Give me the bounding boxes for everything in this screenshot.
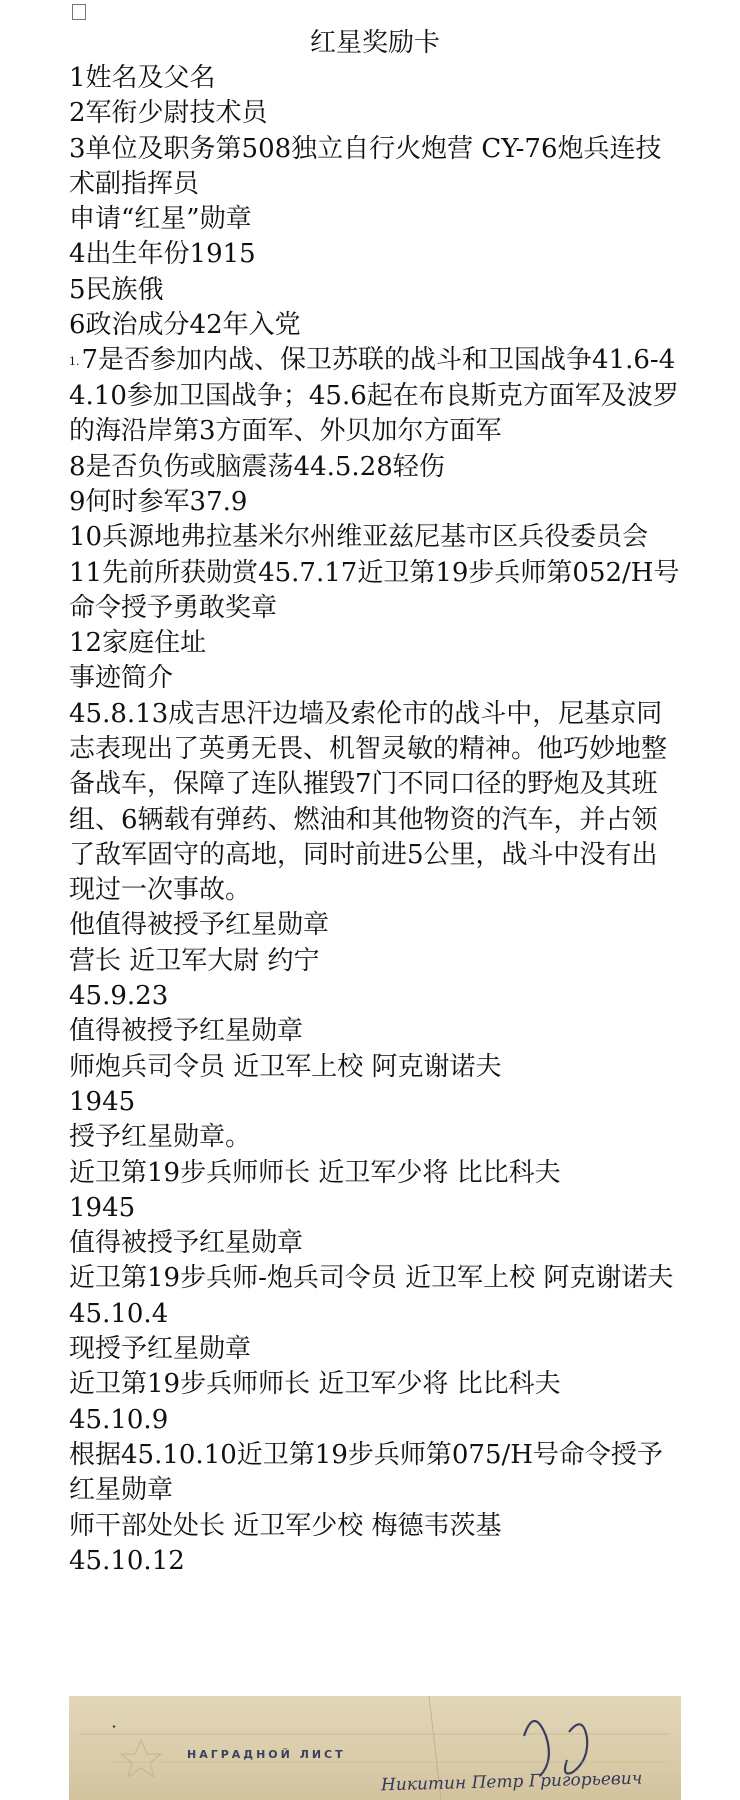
text-line-33: 45.10.12	[69, 1545, 185, 1576]
text-line-19: 值得被授予红星勋章	[69, 1016, 304, 1047]
text-line-7: 6政治成分42年入党	[69, 310, 301, 341]
text-line-27: 45.10.4	[69, 1298, 169, 1329]
text-line-13: 12家庭住址	[69, 628, 207, 659]
text-line-6: 5民族俄	[69, 274, 164, 305]
text-line-30: 45.10.9	[69, 1404, 169, 1435]
text-line-8	[69, 343, 681, 449]
text-line-32: 师干部处处长 近卫军少校 梅德韦茨基	[69, 1510, 502, 1541]
text-line-18: 45.9.23	[69, 981, 169, 1012]
text-line-8-content: 7是否参加内战、保卫苏联的战斗和卫国战争41.6-44.10参加卫国战争；45.6起在布良斯克方面军及波罗的海沿岸第3方面军、外贝加尔方面军	[69, 345, 679, 447]
scan-header: НАГРАДНОЙ ЛИСТ	[187, 1748, 346, 1761]
text-line-23: 近卫第19步兵师师长 近卫军少将 比比科夫	[69, 1157, 561, 1188]
text-line-29: 近卫第19步兵师师长 近卫军少将 比比科夫	[69, 1369, 561, 1400]
text-line-26: 近卫第19步兵师-炮兵司令员 近卫军上校 阿克谢诺夫	[69, 1263, 674, 1294]
checkbox[interactable]	[72, 4, 86, 20]
text-line-11: 10兵源地弗拉基米尔州维亚兹尼基市区兵役委员会	[69, 522, 649, 553]
text-line-31: 根据45.10.10近卫第19步兵师第075/H号命令授予红星勋章	[69, 1439, 663, 1506]
text-line-21: 1945	[69, 1086, 136, 1117]
text-line-20: 师炮兵司令员 近卫军上校 阿克谢诺夫	[69, 1051, 502, 1082]
text-line-4: 申请“红星”勋章	[69, 204, 252, 235]
text-line-10: 9何时参军37.9	[69, 486, 248, 517]
text-line-28: 现授予红星勋章	[69, 1334, 252, 1365]
page-title: 红星奖励卡	[309, 28, 440, 58]
text-line-9: 8是否负伤或脑震荡44.5.28轻伤	[69, 451, 445, 482]
scan-handwriting: Никитин Петр Григорьевич	[380, 1768, 643, 1796]
text-line-24: 1945	[69, 1192, 136, 1223]
text-line-22: 授予红星勋章。	[69, 1122, 252, 1153]
text-line-3: 3单位及职务第508独立自行火炮营 CY-76炮兵连技术副指挥员	[69, 133, 662, 199]
text-line-5: 4出生年份1915	[69, 239, 256, 270]
text-line-2: 2军衔少尉技术员	[69, 98, 268, 129]
text-line-14: 事迹简介	[69, 663, 174, 694]
document-body	[69, 26, 681, 1579]
text-line-15: 45.8.13成吉思汗边墙及索伦市的战斗中，尼基京同志表现出了英勇无畏、机智灵敏的精神。他巧妙地整备战车，保障了连队摧毁7门不同口径的野炮及其班组、6辆载有弹药、燃油和其他物资的汽车，并占领了敌军固守的高地，同时前进5公里，战斗中没有出现过一次事故。	[69, 698, 668, 906]
text-line-12: 11先前所获勋赏45.7.17近卫第19步兵师第052/H号命令授予勇敢奖章	[69, 557, 680, 623]
text-line-25: 值得被授予红星勋章	[69, 1228, 304, 1259]
scanned-document-image	[69, 1696, 681, 1800]
text-line-16: 他值得被授予红星勋章	[69, 910, 330, 941]
text-line-17: 营长 近卫军大尉 约宁	[69, 945, 320, 976]
list-marker: 1.	[69, 354, 80, 368]
text-line-1: 1姓名及父名	[69, 63, 216, 93]
